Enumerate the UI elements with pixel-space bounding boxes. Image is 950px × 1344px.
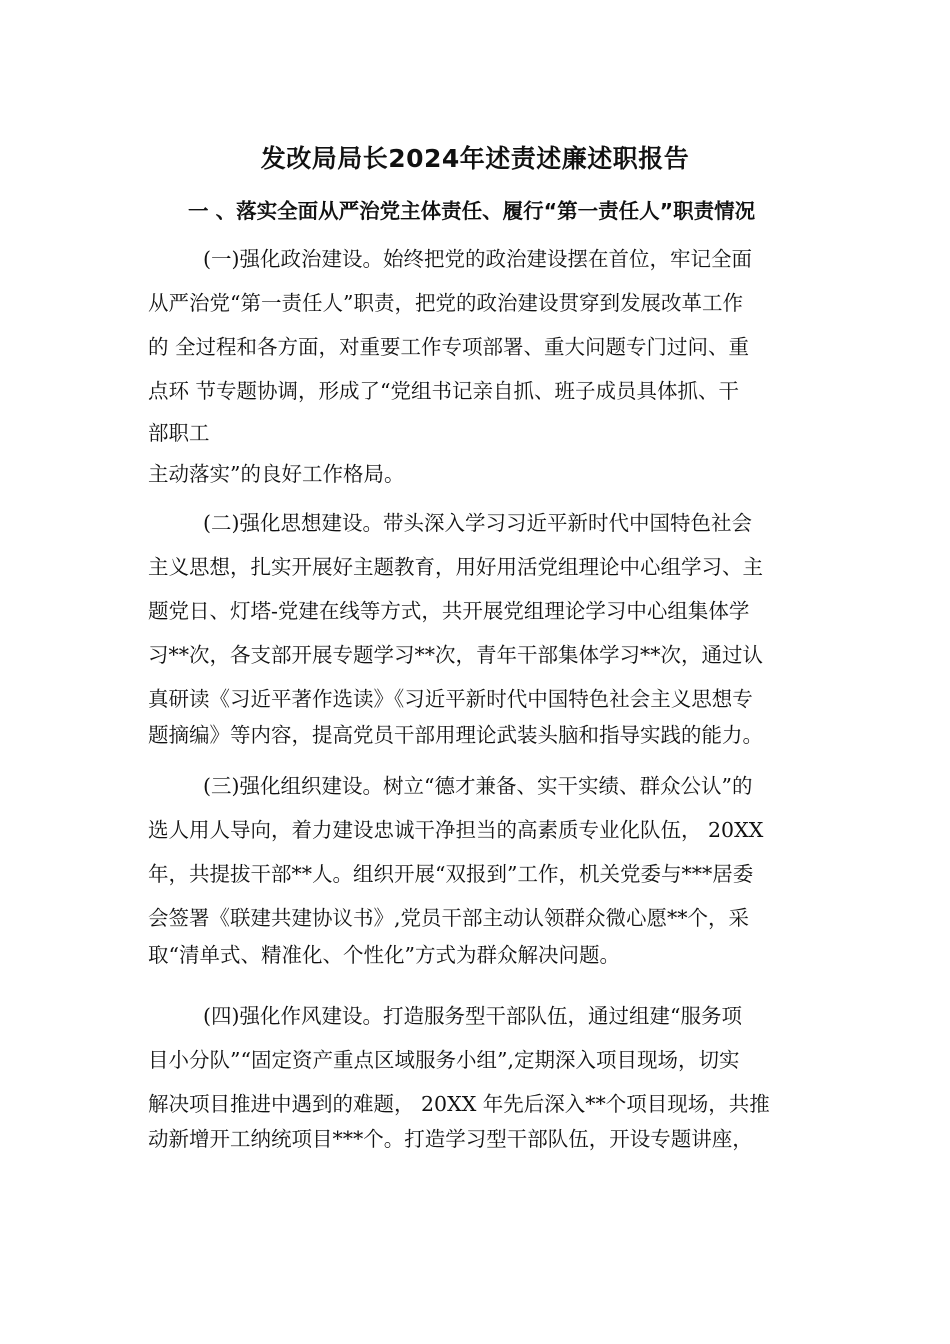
paragraph-line: 选人用人导向，着力建设忠诚干净担当的高素质专业化队伍， 20XX [148,818,764,842]
paragraph-line: 点环 节专题协调，形成了“党组书记亲自抓、班子成员具体抓、干 [148,379,739,403]
paragraph-line: (四)强化作风建设。打造服务型干部队伍，通过组建“服务项 [203,1004,742,1028]
paragraph-line: 主动落实”的良好工作格局。 [148,462,405,486]
paragraph-line: 目小分队”“固定资产重点区域服务小组”,定期深入项目现场，切实 [148,1048,740,1072]
paragraph-line: 取“清单式、精准化、个性化”方式为群众解决问题。 [148,943,620,967]
paragraph-line: 题摘编》等内容，提高党员干部用理论武装头脑和指导实践的能力。 [148,723,763,747]
paragraph-line: (一)强化政治建设。始终把党的政治建设摆在首位，牢记全面 [203,247,752,271]
paragraph-line: 真研读《习近平著作选读》《习近平新时代中国特色社会主义思想专 [148,687,753,711]
paragraph-line: 主义思想，扎实开展好主题教育，用好用活党组理论中心组学习、主 [148,555,763,579]
paragraph-line: (三)强化组织建设。树立“德才兼备、实干实绩、群众公认”的 [203,774,753,798]
paragraph-line: 题党日、灯塔-党建在线等方式，共开展党组理论学习中心组集体学 [148,599,750,623]
paragraph-line: 从严治党“第一责任人”职责，把党的政治建设贯穿到发展改革工作 [148,291,743,315]
paragraph-line: 的 全过程和各方面，对重要工作专项部署、重大问题专门过问、重 [148,335,750,359]
paragraph-line: (二)强化思想建设。带头深入学习习近平新时代中国特色社会 [203,511,752,535]
paragraph-line: 年，共提拔干部**人。组织开展“双报到”工作，机关党委与***居委 [148,862,754,886]
paragraph-line: 会签署《联建共建协议书》,党员干部主动认领群众微心愿**个，采 [148,906,750,930]
document-title: 发改局局长2024年述责述廉述职报告 [260,144,690,173]
paragraph-line: 部职工 [148,421,210,445]
paragraph-line: 动新增开工纳统项目***个。打造学习型干部队伍，开设专题讲座， [148,1127,753,1151]
paragraph-line: 解决项目推进中遇到的难题， 20XX 年先后深入**个项目现场，共推 [148,1092,770,1116]
section-heading: 一 、落实全面从严治党主体责任、履行“第一责任人”职责情况 [188,199,756,223]
paragraph-line: 习**次，各支部开展专题学习**次，青年干部集体学习**次，通过认 [148,643,763,667]
